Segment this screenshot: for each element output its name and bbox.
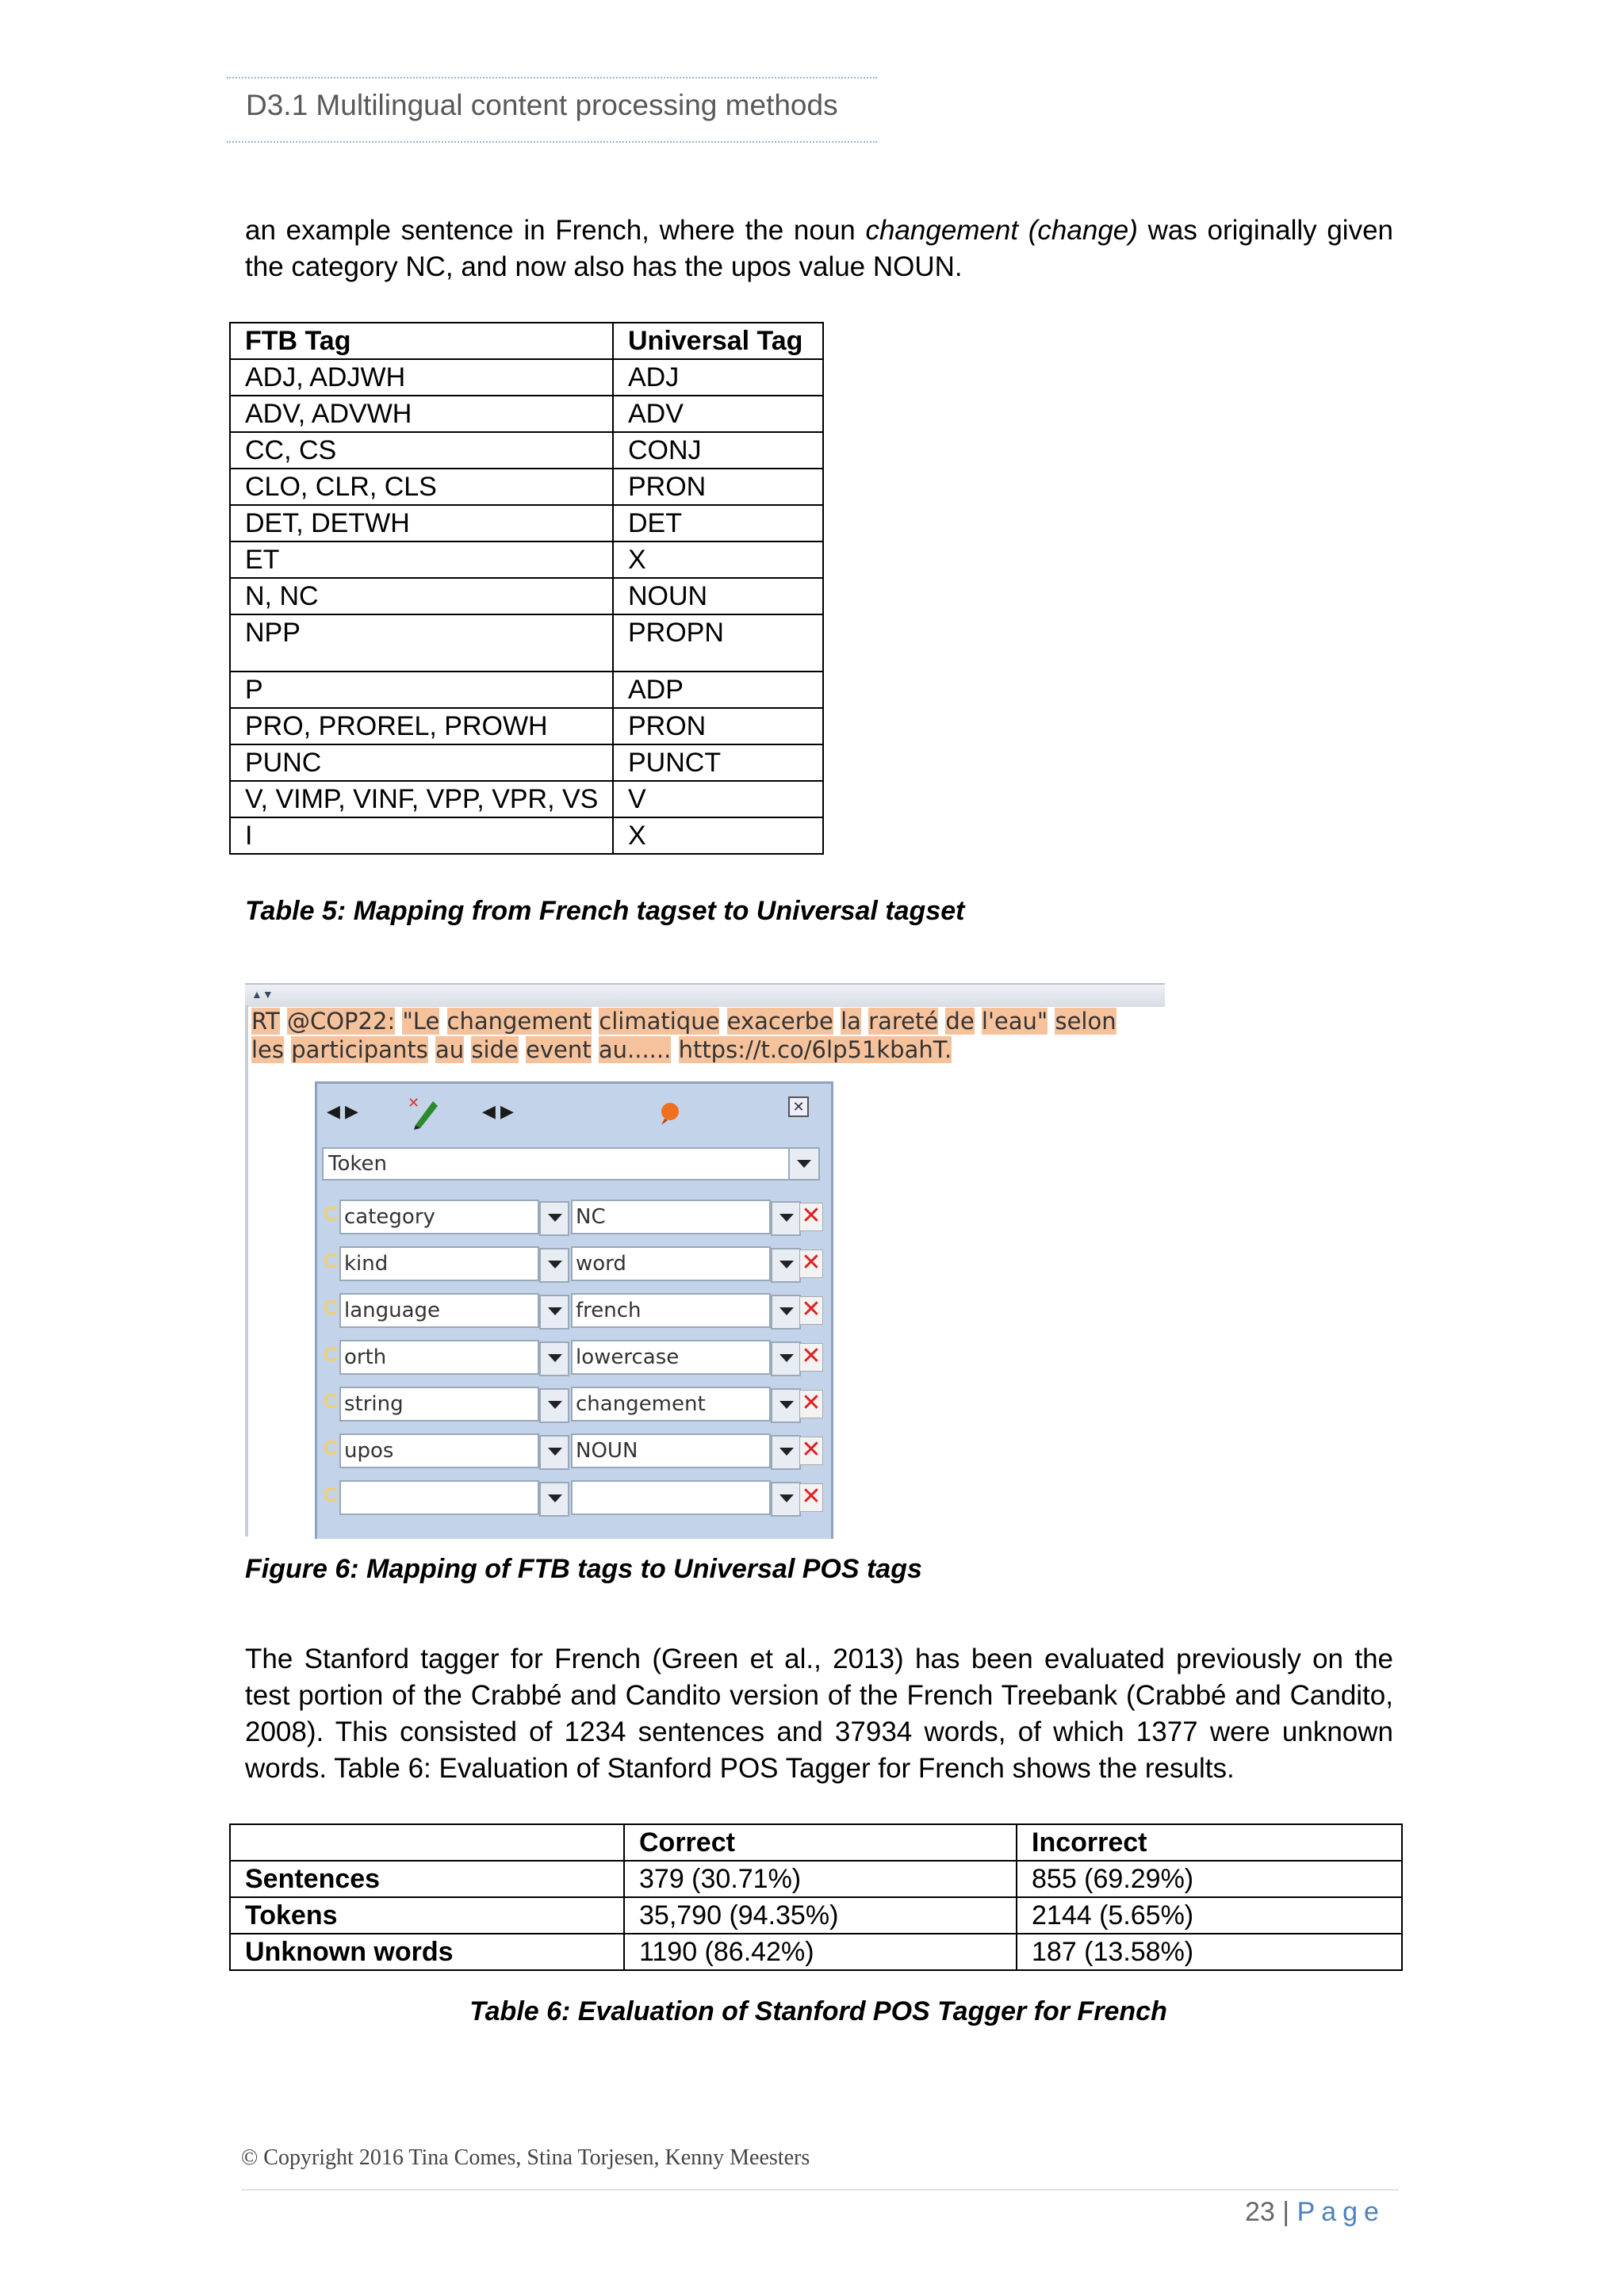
chevron-down-icon[interactable] <box>539 1248 569 1283</box>
nav-arrows-icon[interactable]: ◀ ▶ <box>327 1101 358 1121</box>
table-cell: PRO, PROREL, PROWH <box>230 708 613 744</box>
token-highlight[interactable]: au <box>435 1036 465 1063</box>
delete-feature-icon[interactable]: ✕ <box>799 1203 823 1231</box>
table-cell: 855 (69.29%) <box>1017 1861 1402 1897</box>
table-header-row <box>230 323 823 359</box>
feature-name-field[interactable] <box>339 1433 539 1468</box>
table-cell: P <box>230 672 613 708</box>
feature-value: lowercase <box>576 1345 680 1369</box>
chevron-down-icon[interactable] <box>771 1248 801 1283</box>
table-header-cell: Correct <box>624 1824 1017 1861</box>
table-cell: PROPN <box>613 614 823 672</box>
token-highlight[interactable]: exacerbe <box>726 1008 833 1035</box>
delete-feature-icon[interactable]: ✕ <box>799 1343 823 1372</box>
feature-value <box>573 1486 576 1510</box>
feature-name-field[interactable] <box>339 1293 539 1328</box>
annotation-type-select[interactable] <box>322 1147 820 1181</box>
table-header-cell <box>230 1824 624 1861</box>
table-cell: DET, DETWH <box>230 505 613 541</box>
table-cell: ADJ, ADJWH <box>230 359 613 396</box>
table-cell: 2144 (5.65%) <box>1017 1897 1402 1934</box>
table6-caption: Table 6: Evaluation of Stanford POS Tagger for French <box>469 1996 1167 2026</box>
feature-row <box>324 1290 820 1325</box>
footer-copyright: © Copyright 2016 Tina Comes, Stina Torjesen, Kenny Meesters <box>241 2145 810 2170</box>
feature-name: language <box>344 1299 441 1322</box>
table-cell: NOUN <box>613 578 823 614</box>
table-row <box>230 432 823 469</box>
table-row <box>230 578 823 614</box>
token-highlight[interactable]: side <box>471 1036 519 1063</box>
table-cell: Tokens <box>230 1897 624 1934</box>
chevron-down-icon[interactable] <box>771 1388 801 1423</box>
table-row <box>230 672 823 708</box>
token-highlight[interactable]: la <box>841 1008 861 1035</box>
feature-name-field[interactable] <box>339 1340 539 1375</box>
page-word: Page <box>1297 2197 1385 2227</box>
chevron-down-icon[interactable] <box>539 1482 569 1517</box>
feature-marker-icon: C <box>324 1295 339 1319</box>
chevron-down-icon[interactable] <box>771 1201 801 1236</box>
table-cell: ADP <box>613 672 823 708</box>
close-icon[interactable]: ✕ <box>788 1096 809 1117</box>
table-cell: CONJ <box>613 432 823 469</box>
chevron-down-icon[interactable] <box>539 1295 569 1330</box>
feature-name: string <box>344 1392 404 1416</box>
table-row <box>230 541 823 578</box>
delete-feature-icon[interactable]: ✕ <box>799 1390 823 1418</box>
annotation-type-value: Token <box>328 1152 387 1176</box>
token-highlight[interactable]: les <box>251 1036 285 1063</box>
table-row <box>230 708 823 744</box>
feature-value-field[interactable] <box>571 1293 771 1328</box>
delete-feature-icon[interactable]: ✕ <box>799 1249 823 1278</box>
table-cell: V <box>613 781 823 817</box>
chevron-down-icon[interactable] <box>771 1295 801 1330</box>
feature-value-field[interactable] <box>571 1340 771 1375</box>
intro-text-after: was originally given the category NC, and now also has the upos value NOUN. <box>245 215 1393 282</box>
page-number-separator: | <box>1274 2197 1297 2227</box>
table-row <box>230 744 823 781</box>
feature-marker-icon: C <box>324 1202 339 1226</box>
chevron-down-icon[interactable] <box>771 1341 801 1376</box>
table-cell: NPP <box>230 614 613 672</box>
intro-paragraph <box>245 212 1393 285</box>
table-cell: N, NC <box>230 578 613 614</box>
table-header-cell: FTB Tag <box>230 323 613 359</box>
feature-value: NOUN <box>576 1439 638 1463</box>
token-highlight[interactable]: changement <box>446 1008 592 1035</box>
nav-arrows-icon[interactable]: ◀ ▶ <box>482 1101 514 1121</box>
collapse-arrows-icon[interactable]: ▲▼ <box>251 988 274 1001</box>
chevron-down-icon[interactable] <box>539 1435 569 1470</box>
table-cell: V, VIMP, VINF, VPP, VPR, VS <box>230 781 613 817</box>
pencil-icon[interactable] <box>406 1093 441 1135</box>
feature-name <box>341 1486 344 1510</box>
feature-value-field[interactable] <box>571 1433 771 1468</box>
header-rule-top <box>227 77 877 78</box>
feature-name-field[interactable] <box>339 1200 539 1234</box>
table-cell: 35,790 (94.35%) <box>624 1897 1017 1934</box>
token-highlight[interactable]: event <box>526 1036 592 1063</box>
delete-feature-icon[interactable]: ✕ <box>799 1483 823 1512</box>
table-row <box>230 614 823 672</box>
table-cell: 1190 (86.42%) <box>624 1934 1017 1970</box>
table-row <box>230 1861 1402 1897</box>
table-cell: ET <box>230 541 613 578</box>
chevron-down-icon[interactable] <box>771 1435 801 1470</box>
figure6-caption: Figure 6: Mapping of FTB tags to Universal POS tags <box>245 1554 922 1584</box>
feature-value-field[interactable] <box>571 1200 771 1234</box>
token-highlight[interactable]: participants <box>291 1036 428 1063</box>
table-row <box>230 1934 1402 1970</box>
feature-row <box>324 1337 820 1372</box>
chevron-down-icon[interactable] <box>539 1341 569 1376</box>
feature-marker-icon: C <box>324 1389 339 1413</box>
feature-value-field[interactable] <box>571 1387 771 1422</box>
delete-feature-icon[interactable]: ✕ <box>799 1437 823 1465</box>
pin-icon[interactable] <box>657 1100 684 1131</box>
feature-row <box>324 1477 820 1512</box>
feature-name: upos <box>344 1439 394 1463</box>
window-titlebar <box>245 983 1165 1007</box>
figure-annotation-editor <box>245 983 1165 1536</box>
table-cell: PRON <box>613 469 823 505</box>
intro-italic-term: changement (change) <box>865 215 1138 246</box>
highlighted-tweet-text <box>251 1007 1155 1064</box>
document-title: D3.1 Multilingual content processing methods <box>246 89 838 121</box>
feature-name-field[interactable] <box>339 1246 539 1281</box>
table-cell: PUNC <box>230 744 613 781</box>
table-header-row <box>230 1824 1402 1861</box>
feature-value-field[interactable] <box>571 1480 771 1515</box>
svg-text:✕: ✕ <box>408 1095 420 1112</box>
table-cell: DET <box>613 505 823 541</box>
table-row <box>230 396 823 432</box>
token-highlight[interactable]: climatique <box>599 1008 720 1035</box>
table-cell: ADV <box>613 396 823 432</box>
token-highlight[interactable]: rareté <box>868 1008 939 1035</box>
feature-value: word <box>576 1252 626 1276</box>
table5-caption: Table 5: Mapping from French tagset to Universal tagset <box>245 896 965 926</box>
table-row <box>230 817 823 854</box>
feature-row <box>324 1243 820 1278</box>
body-paragraph: The Stanford tagger for French (Green et al., 2013) has been evaluated previously on the test portion of the Crabbé and Candito version of the French Treebank (Crabbé and Candito, 2008). This consisted of 1234 sentences and 37934 words, of which 1377 were unknown words. Table 6: Evaluation of Stanford POS Tagger for French shows the results. <box>245 1644 1393 1784</box>
annotation-editor-panel <box>315 1081 833 1539</box>
chevron-down-icon[interactable] <box>788 1149 818 1179</box>
table-cell: 187 (13.58%) <box>1017 1934 1402 1970</box>
page-number <box>1245 2197 1385 2228</box>
table-ftb-mapping <box>229 322 824 855</box>
feature-name: orth <box>344 1345 387 1369</box>
token-highlight[interactable]: l'eau" <box>981 1008 1048 1035</box>
feature-row <box>324 1430 820 1465</box>
table-cell: PRON <box>613 708 823 744</box>
page-number-value: 23 <box>1245 2197 1275 2227</box>
feature-name-field[interactable] <box>339 1480 539 1515</box>
table-cell: Unknown words <box>230 1934 624 1970</box>
token-highlight[interactable]: de <box>945 1008 975 1035</box>
chevron-down-icon[interactable] <box>539 1201 569 1236</box>
table-cell: ADJ <box>613 359 823 396</box>
table-cell: X <box>613 541 823 578</box>
feature-name-field[interactable] <box>339 1387 539 1422</box>
feature-marker-icon: C <box>324 1342 339 1366</box>
feature-value: changement <box>576 1392 706 1416</box>
table-header-cell: Incorrect <box>1017 1824 1402 1861</box>
table-cell: CC, CS <box>230 432 613 469</box>
feature-value: NC <box>576 1205 606 1229</box>
table-evaluation <box>229 1823 1403 1971</box>
token-highlight[interactable]: https://t.co/6lp51kbahT. <box>678 1036 952 1063</box>
table-row <box>230 1897 1402 1934</box>
editor-toolbar <box>324 1093 815 1133</box>
table-cell: ADV, ADVWH <box>230 396 613 432</box>
feature-row <box>324 1196 820 1231</box>
feature-marker-icon: C <box>324 1483 339 1506</box>
table-cell: 379 (30.71%) <box>624 1861 1017 1897</box>
table-row <box>230 469 823 505</box>
token-highlight[interactable]: selon <box>1055 1008 1116 1035</box>
table-cell: PUNCT <box>613 744 823 781</box>
token-highlight[interactable]: RT <box>251 1008 280 1035</box>
feature-value: french <box>576 1299 642 1322</box>
chevron-down-icon[interactable] <box>771 1482 801 1517</box>
feature-row <box>324 1383 820 1418</box>
window-left-edge <box>245 1005 248 1536</box>
feature-marker-icon: C <box>324 1249 339 1272</box>
table-cell: X <box>613 817 823 854</box>
feature-name: category <box>344 1205 435 1229</box>
table-row <box>230 505 823 541</box>
table-row <box>230 359 823 396</box>
chevron-down-icon[interactable] <box>539 1388 569 1423</box>
feature-marker-icon: C <box>324 1436 339 1460</box>
intro-text-before: an example sentence in French, where the noun <box>245 215 866 246</box>
table-cell: Sentences <box>230 1861 624 1897</box>
table-row <box>230 781 823 817</box>
token-highlight[interactable]: au...... <box>598 1036 672 1063</box>
token-highlight[interactable]: @COP22: <box>286 1008 396 1035</box>
header-rule-bottom <box>227 141 877 143</box>
token-highlight[interactable]: "Le <box>402 1008 440 1035</box>
table-cell: CLO, CLR, CLS <box>230 469 613 505</box>
feature-value-field[interactable] <box>571 1246 771 1281</box>
table-header-cell: Universal Tag <box>613 323 823 359</box>
table-cell: I <box>230 817 613 854</box>
feature-name: kind <box>344 1252 389 1276</box>
delete-feature-icon[interactable]: ✕ <box>799 1296 823 1325</box>
footer-rule <box>241 2189 1399 2191</box>
